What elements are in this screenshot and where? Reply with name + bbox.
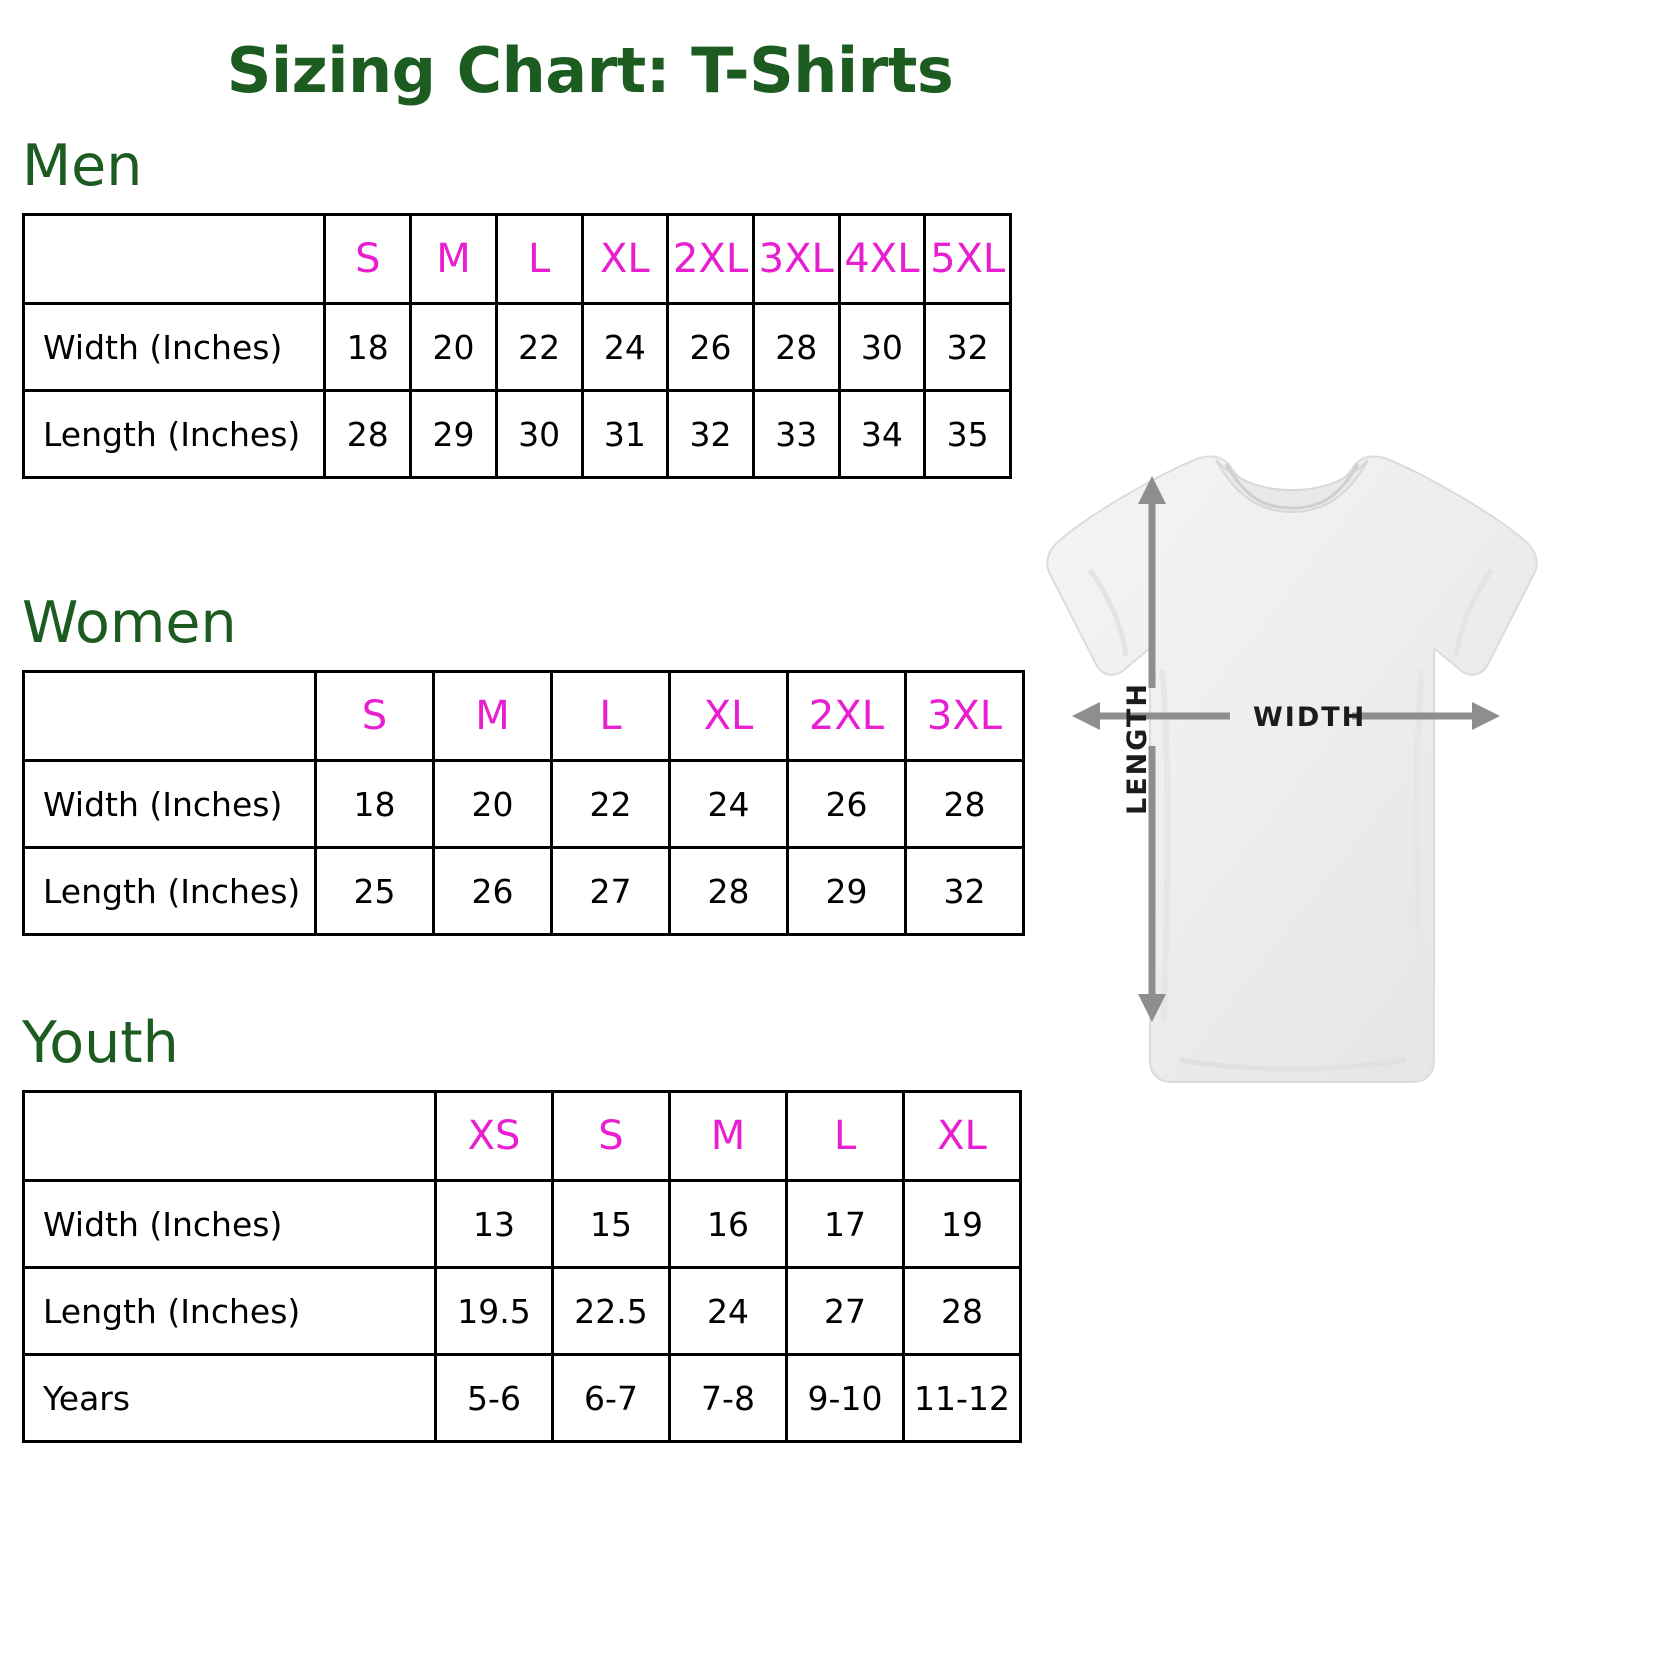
row-label: Years: [24, 1355, 436, 1442]
table-cell: 24: [582, 304, 668, 391]
table-cell: 20: [434, 761, 552, 848]
size-header: 3XL: [753, 215, 839, 304]
table-corner-cell: [24, 215, 325, 304]
table-row: [24, 1181, 1021, 1268]
table-row: [24, 761, 1024, 848]
size-header: XL: [582, 215, 668, 304]
size-header: XL: [904, 1092, 1021, 1181]
table-cell: 20: [411, 304, 497, 391]
table-cell: 11-12: [904, 1355, 1021, 1442]
table-cell: 22: [496, 304, 582, 391]
size-header: M: [434, 672, 552, 761]
table-cell: 32: [906, 848, 1024, 935]
table-row: [24, 1355, 1021, 1442]
table-cell: 30: [496, 391, 582, 478]
size-header: L: [787, 1092, 904, 1181]
size-header: M: [411, 215, 497, 304]
table-row: [24, 304, 1011, 391]
table-row: [24, 391, 1011, 478]
table-cell: 24: [670, 761, 788, 848]
table-corner-cell: [24, 1092, 436, 1181]
section-women: [22, 590, 1025, 936]
table-cell: 26: [434, 848, 552, 935]
table-cell: 31: [582, 391, 668, 478]
table-cell: 32: [925, 304, 1011, 391]
section-youth: [22, 1010, 1022, 1443]
table-cell: 25: [316, 848, 434, 935]
table-cell: 17: [787, 1181, 904, 1268]
table-cell: 16: [670, 1181, 787, 1268]
table-cell: 29: [788, 848, 906, 935]
size-header: S: [553, 1092, 670, 1181]
table-cell: 22: [552, 761, 670, 848]
table-cell: 5-6: [436, 1355, 553, 1442]
table-cell: 26: [788, 761, 906, 848]
size-header: M: [670, 1092, 787, 1181]
row-label: Width (Inches): [24, 761, 316, 848]
size-header: 2XL: [668, 215, 754, 304]
table-cell: 27: [552, 848, 670, 935]
size-header: L: [496, 215, 582, 304]
table-cell: 6-7: [553, 1355, 670, 1442]
table-cell: 13: [436, 1181, 553, 1268]
section-men: [22, 133, 1012, 479]
size-header: 2XL: [788, 672, 906, 761]
table-header-row: [24, 672, 1024, 761]
table-cell: 9-10: [787, 1355, 904, 1442]
table-cell: 28: [906, 761, 1024, 848]
tshirt-illustration: [1030, 420, 1550, 1120]
table-header-row: [24, 1092, 1021, 1181]
table-cell: 7-8: [670, 1355, 787, 1442]
size-table-women: [22, 670, 1025, 936]
tshirt-icon: [1030, 420, 1550, 1120]
table-cell: 24: [670, 1268, 787, 1355]
table-cell: 30: [839, 304, 925, 391]
table-header-row: [24, 215, 1011, 304]
size-header: XL: [670, 672, 788, 761]
row-label: Width (Inches): [24, 304, 325, 391]
row-label: Length (Inches): [24, 1268, 436, 1355]
size-header: XS: [436, 1092, 553, 1181]
table-cell: 28: [753, 304, 839, 391]
table-cell: 19: [904, 1181, 1021, 1268]
table-cell: 26: [668, 304, 754, 391]
section-heading-men: Men: [22, 133, 143, 199]
size-header: 3XL: [906, 672, 1024, 761]
row-label: Width (Inches): [24, 1181, 436, 1268]
size-table-youth: [22, 1090, 1022, 1443]
table-row: [24, 848, 1024, 935]
section-heading-youth: Youth: [22, 1010, 179, 1076]
table-cell: 19.5: [436, 1268, 553, 1355]
table-cell: 32: [668, 391, 754, 478]
size-header: 5XL: [925, 215, 1011, 304]
size-header: S: [316, 672, 434, 761]
table-cell: 18: [325, 304, 411, 391]
size-header: S: [325, 215, 411, 304]
section-heading-women: Women: [22, 590, 237, 656]
table-cell: 18: [316, 761, 434, 848]
size-header: 4XL: [839, 215, 925, 304]
table-cell: 15: [553, 1181, 670, 1268]
table-cell: 28: [904, 1268, 1021, 1355]
width-label: WIDTH: [1253, 702, 1367, 733]
table-cell: 33: [753, 391, 839, 478]
table-cell: 34: [839, 391, 925, 478]
table-cell: 27: [787, 1268, 904, 1355]
length-label: LENGTH: [1122, 682, 1153, 815]
table-corner-cell: [24, 672, 316, 761]
page-title: Sizing Chart: T-Shirts: [226, 34, 954, 107]
table-row: [24, 1268, 1021, 1355]
size-header: L: [552, 672, 670, 761]
size-table-men: [22, 213, 1012, 479]
table-cell: 35: [925, 391, 1011, 478]
table-cell: 28: [670, 848, 788, 935]
table-cell: 22.5: [553, 1268, 670, 1355]
table-cell: 29: [411, 391, 497, 478]
row-label: Length (Inches): [24, 391, 325, 478]
row-label: Length (Inches): [24, 848, 316, 935]
table-cell: 28: [325, 391, 411, 478]
